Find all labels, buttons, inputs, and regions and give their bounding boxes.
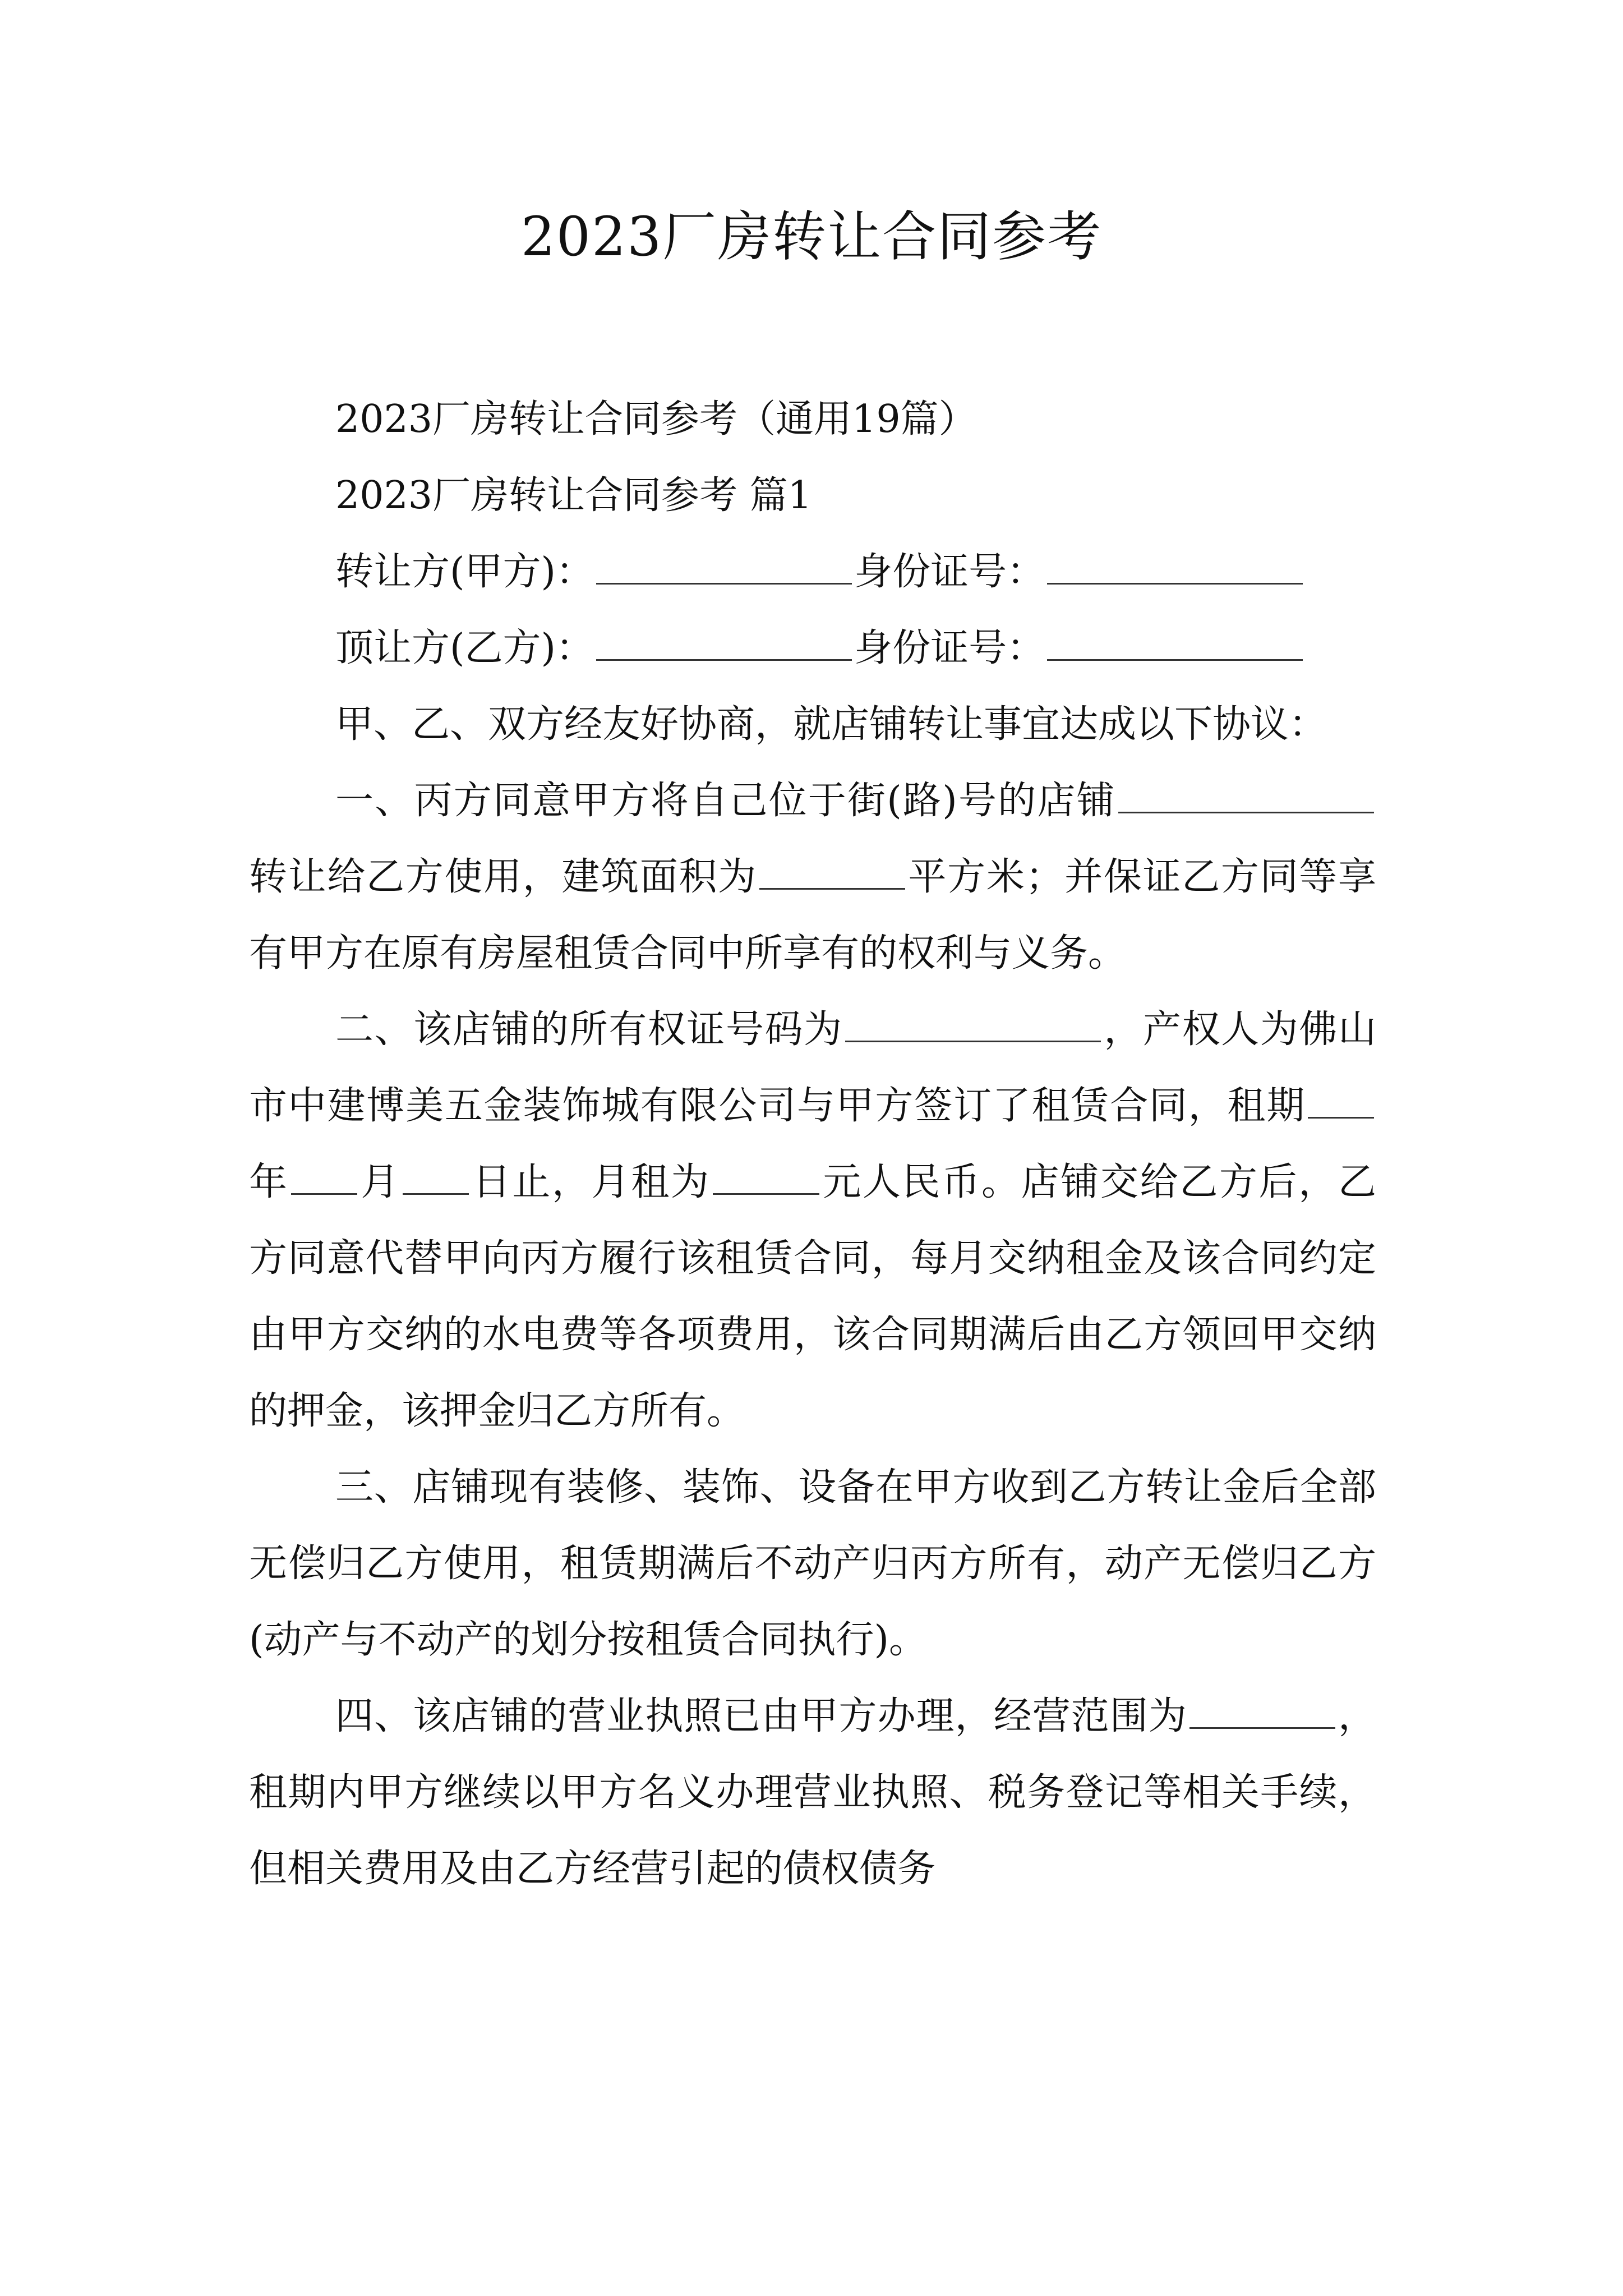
clause-2-part-d: 月 <box>359 1160 401 1204</box>
clause-4 <box>249 1678 1376 1907</box>
day-blank <box>403 1161 469 1195</box>
party-a-id-blank <box>1047 550 1303 585</box>
party-a-label: 转让方(甲方)： <box>335 550 594 594</box>
clause-2-part-c: 年 <box>249 1160 289 1204</box>
party-b-label: 顶让方(乙方)： <box>335 626 594 670</box>
clause-1-part-a: 一、丙方同意甲方将自己位于街(路)号的店铺 <box>335 779 1116 823</box>
rent-blank <box>713 1161 819 1195</box>
clause-4-part-b: ，租期内甲方继续以甲方名义办理营业执照、税务登记等相关手续，但相关费用及由乙方经营引起的债权债务 <box>249 1694 1376 1891</box>
party-b-name-blank <box>596 627 852 661</box>
party-b-id-blank <box>1047 627 1303 661</box>
year-blank <box>1308 1084 1374 1119</box>
document-title: 2023厂房转让合同参考 <box>520 205 1103 268</box>
clause-2-part-a: 二、该店铺的所有权证号码为 <box>335 1007 843 1052</box>
party-a-name-blank <box>596 550 852 585</box>
clause-3: 三、店铺现有装修、装饰、设备在甲方收到乙方转让金后全部无偿归乙方使用，租赁期满后不动产归丙方所有，动产无偿归乙方(动产与不动产的划分按租赁合同执行)。 <box>249 1465 1376 1662</box>
certificate-number-blank <box>845 1008 1101 1042</box>
clause-1-part-b: 转让给乙方使用，建筑面积为 <box>249 855 757 899</box>
clause-1 <box>249 763 1376 992</box>
clause-1-part-c: 平方米；并保证乙方同等享有甲方在原有房屋租赁合同中所享有的权利与义务。 <box>249 855 1376 976</box>
clause-2-part-b: ，产权人为佛山市中建博美五金装饰城有限公司与甲方签订了租赁合同，租期 <box>249 1007 1376 1128</box>
party-a-line <box>249 534 1376 610</box>
business-scope-blank <box>1189 1695 1335 1729</box>
party-b-line <box>249 610 1376 687</box>
clause-2-part-e: 日止，月租为 <box>471 1160 711 1204</box>
party-a-id-label: 身份证号： <box>854 550 1045 594</box>
clause-2 <box>249 992 1376 1450</box>
shop-location-blank <box>1118 779 1374 813</box>
section-heading: 2023厂房转让合同参考 篇1 <box>335 473 812 518</box>
party-b-id-label: 身份证号： <box>854 626 1045 670</box>
area-blank <box>759 855 905 890</box>
intro-paragraph: 甲、乙、双方经友好协商，就店铺转让事宜达成以下协议： <box>335 702 1327 747</box>
clause-2-part-f: 元人民币。店铺交给乙方后，乙方同意代替甲向丙方履行该租赁合同，每月交纳租金及该合同约定由甲方交纳的水电费等各项费用，该合同期满后由乙方领回甲交纳的押金，该押金归乙方所有。 <box>249 1160 1376 1433</box>
clause-4-part-a: 四、该店铺的营业执照已由甲方办理，经营范围为 <box>335 1694 1187 1738</box>
document-body <box>249 381 1376 1907</box>
month-blank <box>291 1161 357 1195</box>
subtitle: 2023厂房转让合同参考（通用19篇） <box>335 397 977 441</box>
